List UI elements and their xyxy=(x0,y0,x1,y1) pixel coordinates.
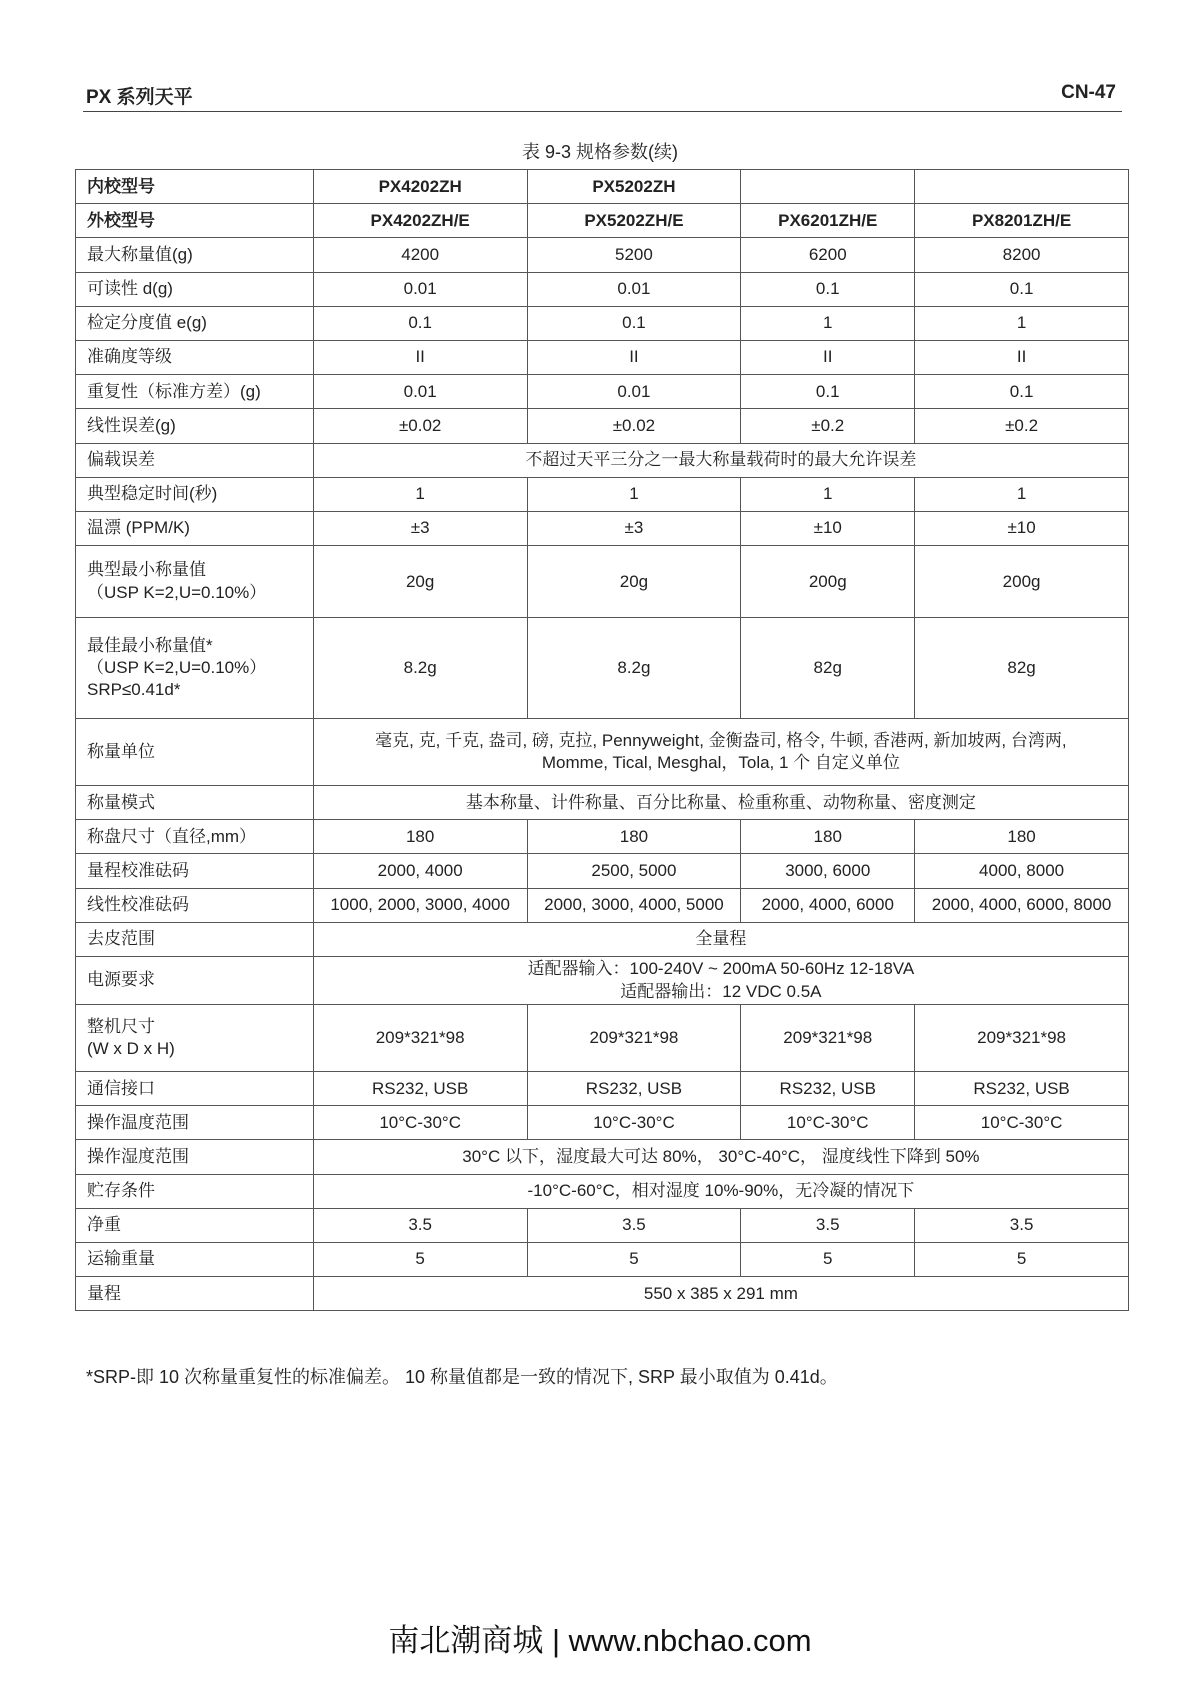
table-cell: 20g xyxy=(313,546,527,618)
table-cell: 209*321*98 xyxy=(527,1005,741,1072)
table-cell: 180 xyxy=(313,820,527,854)
table-cell: -10°C-60°C，相对湿度 10%-90%，无冷凝的情况下 xyxy=(313,1174,1128,1208)
table-cell: 1 xyxy=(527,477,741,511)
table-cell: RS232, USB xyxy=(313,1072,527,1106)
row-label: 操作温度范围 xyxy=(76,1106,314,1140)
table-row xyxy=(76,618,1129,719)
row-label: 贮存条件 xyxy=(76,1174,314,1208)
table-cell: 2500, 5000 xyxy=(527,854,741,888)
table-cell: 0.01 xyxy=(313,272,527,306)
table-cell: RS232, USB xyxy=(527,1072,741,1106)
table-cell: 20g xyxy=(527,546,741,618)
table-cell: 0.1 xyxy=(313,306,527,340)
table-row xyxy=(76,1005,1129,1072)
table-cell xyxy=(915,170,1129,204)
table-cell: RS232, USB xyxy=(741,1072,915,1106)
table-caption: 表 9-3 规格参数(续) xyxy=(521,142,678,162)
row-label: 操作湿度范围 xyxy=(76,1140,314,1174)
row-label: 量程 xyxy=(76,1277,314,1311)
table-cell: II xyxy=(313,340,527,374)
table-cell: 30°C 以下，湿度最大可达 80%， 30°C-40°C， 湿度线性下降到 50% xyxy=(313,1140,1128,1174)
row-label: 典型稳定时间(秒) xyxy=(76,477,314,511)
table-cell: 1 xyxy=(313,477,527,511)
row-label: 偏载误差 xyxy=(76,443,314,477)
table-row xyxy=(76,238,1129,272)
table-row xyxy=(76,1072,1129,1106)
table-cell: 2000, 3000, 4000, 5000 xyxy=(527,888,741,922)
table-row xyxy=(76,888,1129,922)
table-cell: ±0.02 xyxy=(313,409,527,443)
table-cell: 10°C-30°C xyxy=(741,1106,915,1140)
table-cell: 0.1 xyxy=(741,272,915,306)
row-label: 净重 xyxy=(76,1208,314,1242)
watermark: 南北潮商城 | www.nbchao.com xyxy=(388,1623,812,1658)
table-cell: 毫克, 克, 千克, 盎司, 磅, 克拉, Pennyweight, 金衡盎司, 格令, 牛顿, 香港两, 新加坡两, 台湾两, Momme, Tical, Mesghal，Tola, 1 个 自定义单位 xyxy=(313,719,1128,786)
table-cell: 3.5 xyxy=(527,1208,741,1242)
table-cell: PX8201ZH/E xyxy=(915,204,1129,238)
footnote: *SRP-即 10 次称量重复性的标准偏差。 10 称量值都是一致的情况下, SRP 最小取值为 0.41d。 xyxy=(86,1367,838,1387)
table-cell: 82g xyxy=(741,618,915,719)
table-row xyxy=(76,204,1129,238)
table-cell: 2000, 4000, 6000, 8000 xyxy=(915,888,1129,922)
table-cell: 209*321*98 xyxy=(915,1005,1129,1072)
row-label: 可读性 d(g) xyxy=(76,272,314,306)
table-row xyxy=(76,272,1129,306)
table-cell: 1 xyxy=(915,477,1129,511)
table-cell: 4200 xyxy=(313,238,527,272)
table-cell: 5 xyxy=(741,1242,915,1276)
table-row xyxy=(76,546,1129,618)
table-row xyxy=(76,820,1129,854)
table-cell: 82g xyxy=(915,618,1129,719)
row-label: 重复性（标准方差）(g) xyxy=(76,375,314,409)
table-row xyxy=(76,306,1129,340)
table-cell: 1 xyxy=(915,306,1129,340)
table-cell: 209*321*98 xyxy=(313,1005,527,1072)
table-cell: 10°C-30°C xyxy=(915,1106,1129,1140)
header-divider xyxy=(83,111,1122,112)
table-cell: 1 xyxy=(741,477,915,511)
row-label: 最佳最小称量值* （USP K=2,U=0.10%） SRP≤0.41d* xyxy=(76,618,314,719)
row-label: 温漂 (PPM/K) xyxy=(76,511,314,545)
table-cell: 3000, 6000 xyxy=(741,854,915,888)
table-cell: 8200 xyxy=(915,238,1129,272)
row-label: 检定分度值 e(g) xyxy=(76,306,314,340)
table-cell: ±10 xyxy=(915,511,1129,545)
table-cell: RS232, USB xyxy=(915,1072,1129,1106)
table-cell: 1 xyxy=(741,306,915,340)
row-label: 电源要求 xyxy=(76,957,314,1005)
row-label: 典型最小称量值 （USP K=2,U=0.10%） xyxy=(76,546,314,618)
table-cell: 5200 xyxy=(527,238,741,272)
table-row xyxy=(76,922,1129,956)
table-cell: 3.5 xyxy=(741,1208,915,1242)
table-cell: 8.2g xyxy=(527,618,741,719)
row-label: 运输重量 xyxy=(76,1242,314,1276)
table-cell: 209*321*98 xyxy=(741,1005,915,1072)
row-label: 准确度等级 xyxy=(76,340,314,374)
row-label: 通信接口 xyxy=(76,1072,314,1106)
table-cell: II xyxy=(915,340,1129,374)
row-label: 称量模式 xyxy=(76,786,314,820)
table-cell: ±0.02 xyxy=(527,409,741,443)
table-row xyxy=(76,375,1129,409)
table-row xyxy=(76,854,1129,888)
table-cell: ±0.2 xyxy=(741,409,915,443)
table-row xyxy=(76,409,1129,443)
row-label: 内校型号 xyxy=(76,170,314,204)
table-cell: 8.2g xyxy=(313,618,527,719)
table-cell: 0.1 xyxy=(915,272,1129,306)
table-row xyxy=(76,719,1129,786)
table-cell: II xyxy=(527,340,741,374)
table-cell: ±3 xyxy=(313,511,527,545)
table-cell: ±0.2 xyxy=(915,409,1129,443)
table-cell: 5 xyxy=(915,1242,1129,1276)
table-cell: 10°C-30°C xyxy=(313,1106,527,1140)
table-row xyxy=(76,1140,1129,1174)
table-row xyxy=(76,1208,1129,1242)
row-label: 去皮范围 xyxy=(76,922,314,956)
table-cell: 0.01 xyxy=(527,272,741,306)
spec-table xyxy=(75,169,1129,1311)
table-row xyxy=(76,1277,1129,1311)
table-cell: 0.01 xyxy=(527,375,741,409)
table-cell: 全量程 xyxy=(313,922,1128,956)
table-cell: 2000, 4000 xyxy=(313,854,527,888)
table-cell: 180 xyxy=(915,820,1129,854)
row-label: 线性校准砝码 xyxy=(76,888,314,922)
table-cell: 0.01 xyxy=(313,375,527,409)
table-row xyxy=(76,786,1129,820)
row-label: 线性误差(g) xyxy=(76,409,314,443)
table-cell: 200g xyxy=(915,546,1129,618)
table-cell: 4000, 8000 xyxy=(915,854,1129,888)
table-row xyxy=(76,1242,1129,1276)
page-number: CN-47 xyxy=(1061,82,1116,103)
table-cell: PX6201ZH/E xyxy=(741,204,915,238)
table-row xyxy=(76,340,1129,374)
row-label: 称盘尺寸（直径,mm） xyxy=(76,820,314,854)
table-row xyxy=(76,443,1129,477)
row-label: 整机尺寸 (W x D x H) xyxy=(76,1005,314,1072)
table-cell: 180 xyxy=(527,820,741,854)
table-cell: 10°C-30°C xyxy=(527,1106,741,1140)
table-row xyxy=(76,1106,1129,1140)
table-row xyxy=(76,511,1129,545)
table-cell: PX5202ZH/E xyxy=(527,204,741,238)
table-row xyxy=(76,1174,1129,1208)
table-row xyxy=(76,170,1129,204)
row-label: 外校型号 xyxy=(76,204,314,238)
table-cell xyxy=(741,170,915,204)
table-cell: 180 xyxy=(741,820,915,854)
row-label: 量程校准砝码 xyxy=(76,854,314,888)
table-cell: 200g xyxy=(741,546,915,618)
table-cell: 6200 xyxy=(741,238,915,272)
table-row xyxy=(76,477,1129,511)
table-cell: 5 xyxy=(313,1242,527,1276)
table-cell: 0.1 xyxy=(527,306,741,340)
table-row xyxy=(76,957,1129,1005)
table-cell: 0.1 xyxy=(741,375,915,409)
table-cell: PX4202ZH xyxy=(313,170,527,204)
document-title: PX 系列天平 xyxy=(86,87,193,108)
table-cell: 1000, 2000, 3000, 4000 xyxy=(313,888,527,922)
table-cell: 550 x 385 x 291 mm xyxy=(313,1277,1128,1311)
table-cell: ±3 xyxy=(527,511,741,545)
table-cell: 3.5 xyxy=(915,1208,1129,1242)
table-cell: PX4202ZH/E xyxy=(313,204,527,238)
table-cell: II xyxy=(741,340,915,374)
table-cell: 3.5 xyxy=(313,1208,527,1242)
row-label: 称量单位 xyxy=(76,719,314,786)
table-cell: 基本称量、计件称量、百分比称量、检重称重、动物称量、密度测定 xyxy=(313,786,1128,820)
table-cell: PX5202ZH xyxy=(527,170,741,204)
table-cell: 适配器输入：100-240V ~ 200mA 50-60Hz 12-18VA 适配器输出：12 VDC 0.5A xyxy=(313,957,1128,1005)
table-cell: 2000, 4000, 6000 xyxy=(741,888,915,922)
table-cell: ±10 xyxy=(741,511,915,545)
table-cell: 不超过天平三分之一最大称量载荷时的最大允许误差 xyxy=(313,443,1128,477)
table-cell: 0.1 xyxy=(915,375,1129,409)
row-label: 最大称量值(g) xyxy=(76,238,314,272)
table-cell: 5 xyxy=(527,1242,741,1276)
